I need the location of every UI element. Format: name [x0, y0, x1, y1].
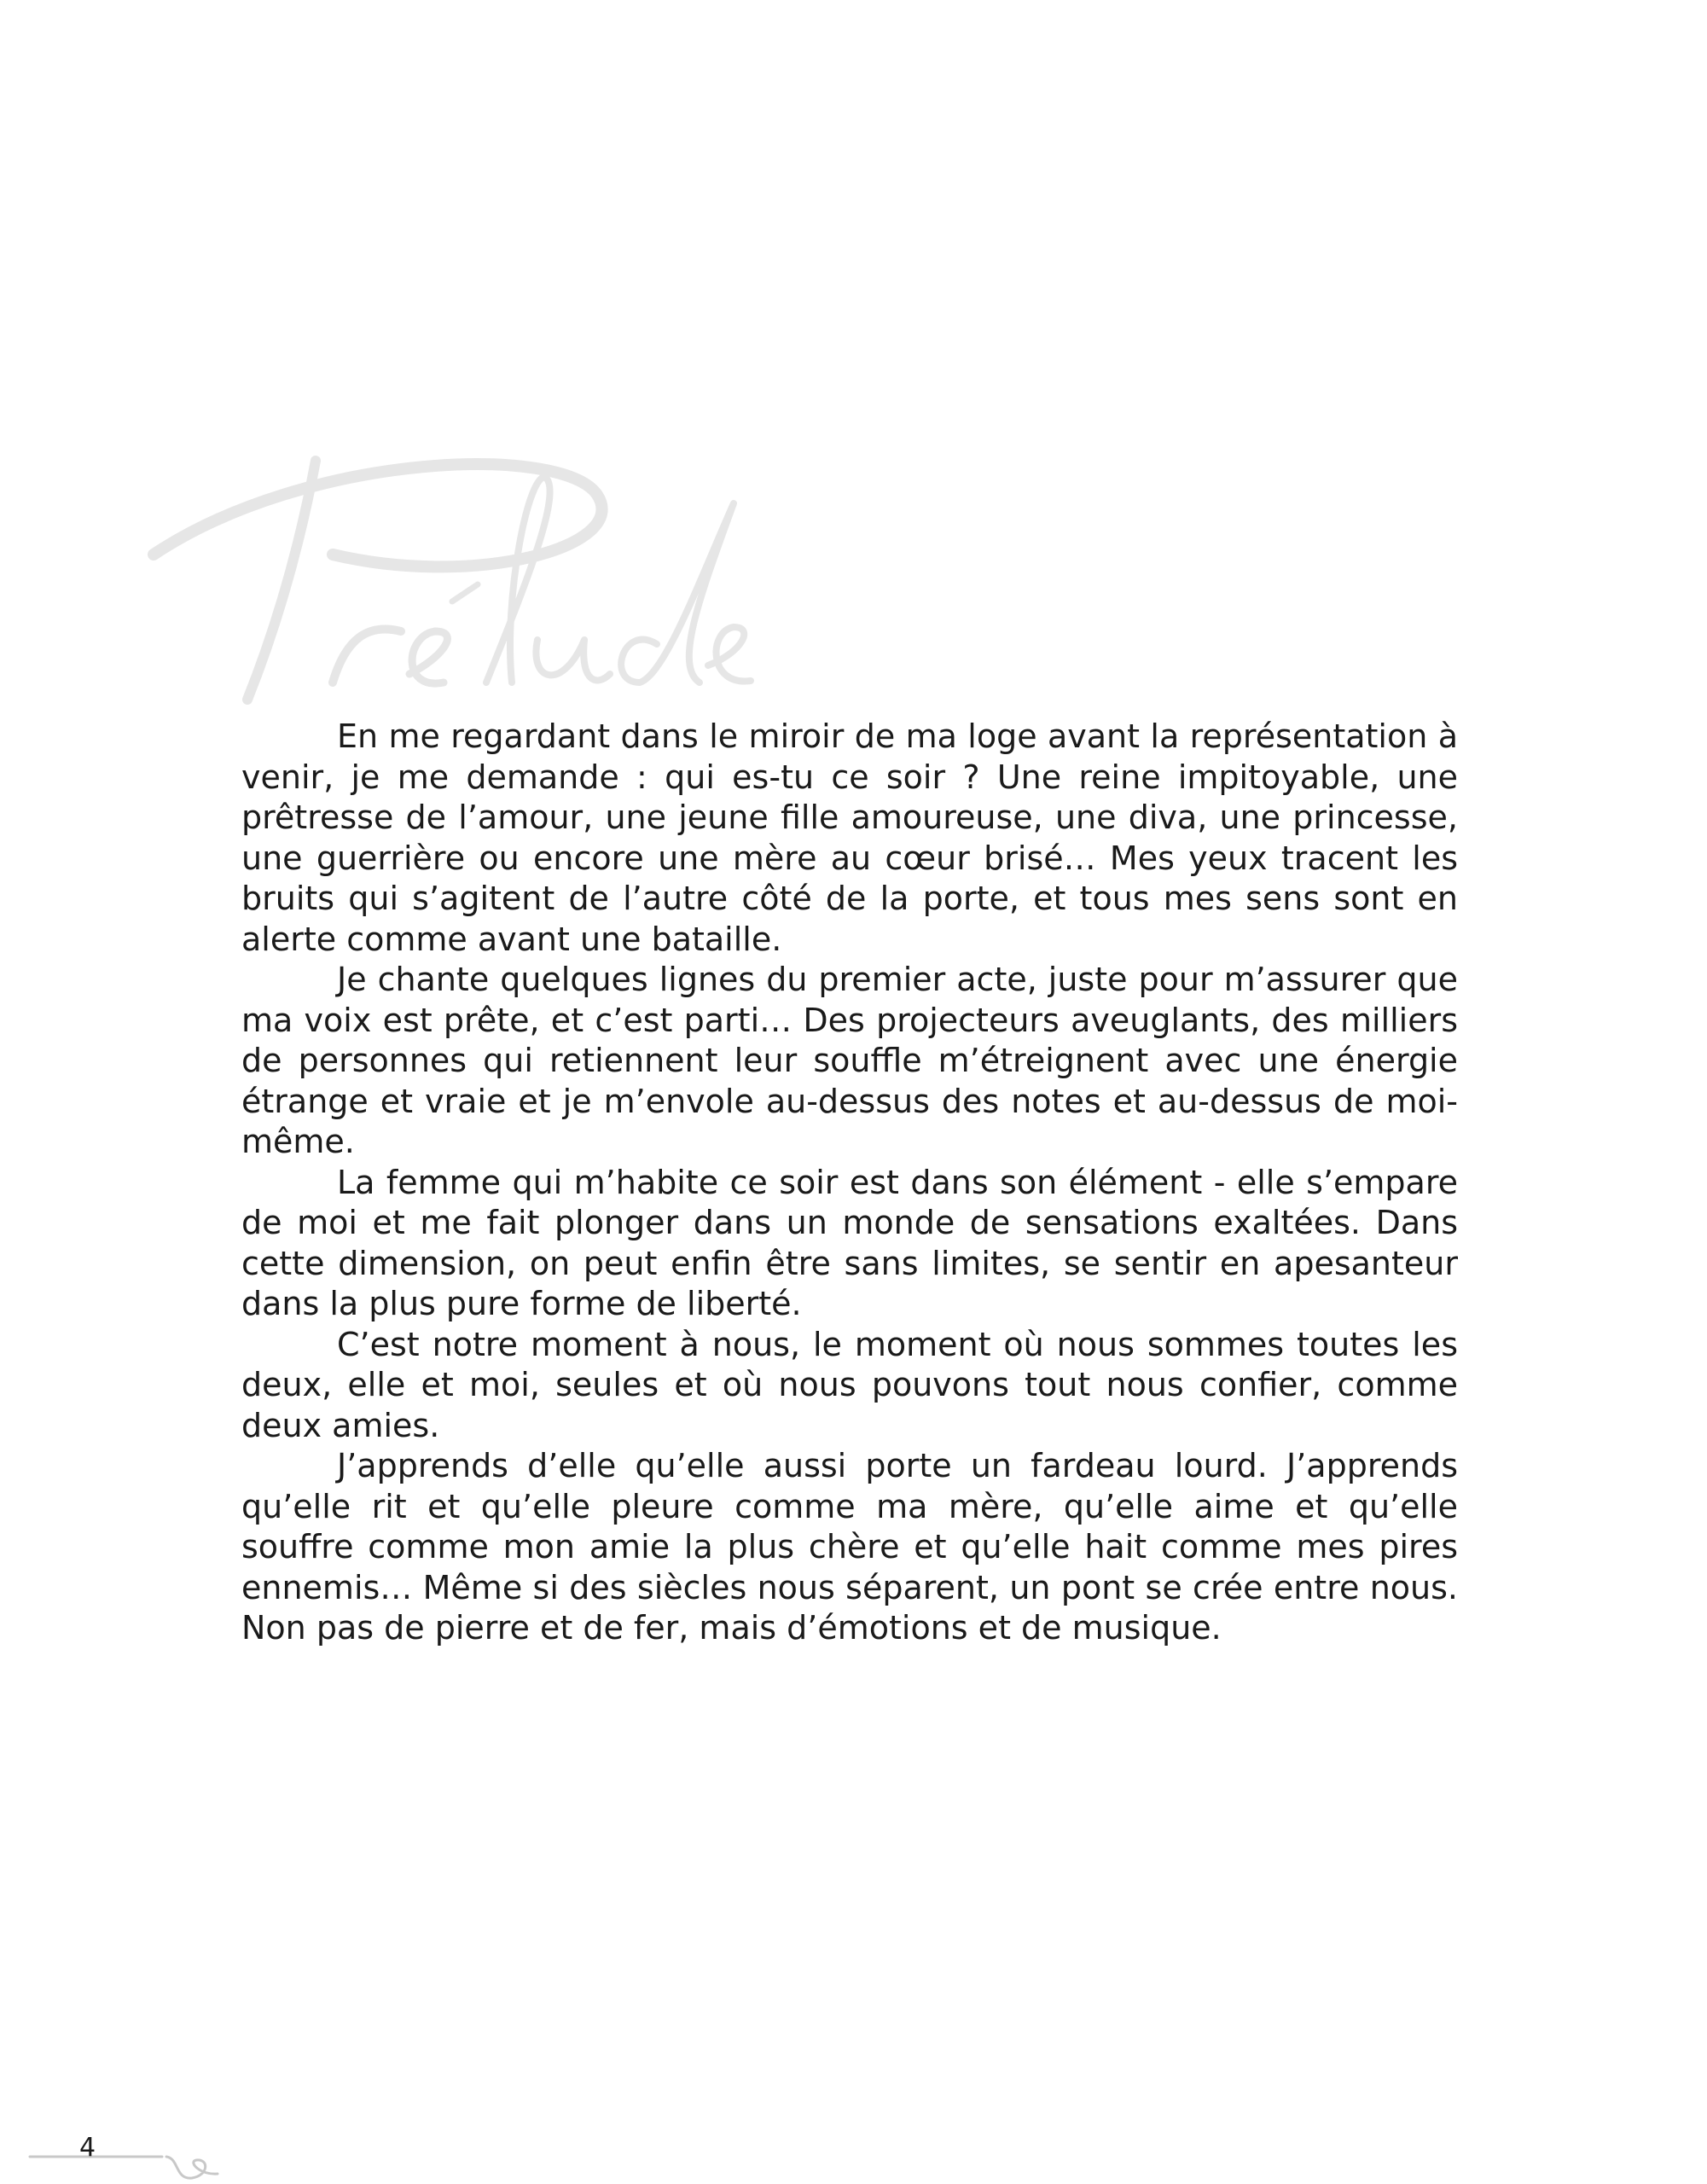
paragraph: J’apprends d’elle qu’elle aussi porte un fardeau lourd. J’apprends qu’elle rit et qu’elle pleure comme ma mère, qu’elle aime et qu’elle souffre comme mon amie la plus chère et qu’elle hait comme mes pires ennemis… Même si des siècles nous séparent, un pont se crée entre nous. Non pas de pierre et de fer, mais d’émotions et de musique.: [241, 1447, 1458, 1647]
page-number: 4: [79, 2133, 96, 2163]
body-text: [241, 717, 1458, 1649]
paragraph: En me regardant dans le miroir de ma loge avant la représentation à venir, je me demande : qui es-tu ce soir ? Une reine impitoyable, une prêtresse de l’amour, une jeune fille amoureuse, une diva, une princesse, une guerrière ou encore une mère au cœur brisé… Mes yeux tracent les bruits qui s’agitent de l’autre côté de la porte, et tous mes sens sont en alerte comme avant une bataille.: [241, 717, 1458, 958]
paragraph: La femme qui m’habite ce soir est dans son élément - elle s’empare de moi et me fait plonger dans un monde de sensations exaltées. Dans cette dimension, on peut enfin être sans limites, se sentir en apesanteur dans la plus pure forme de liberté.: [241, 1163, 1458, 1322]
paragraph: Je chante quelques lignes du premier acte, juste pour m’assurer que ma voix est prête, et c’est parti… Des projecteurs aveuglants, des milliers de personnes qui retiennent leur souffle m’étreignent avec une énergie étrange et vraie et je m’envole au-dessus des notes et au-dessus de moi-même.: [241, 961, 1458, 1160]
footer-ornament: [26, 2150, 230, 2184]
paragraph: C’est notre moment à nous, le moment où nous sommes toutes les deux, elle et moi, seules et où nous pouvons tout nous confier, comme deux amies.: [241, 1325, 1458, 1444]
title-prelude-script: [119, 427, 768, 708]
